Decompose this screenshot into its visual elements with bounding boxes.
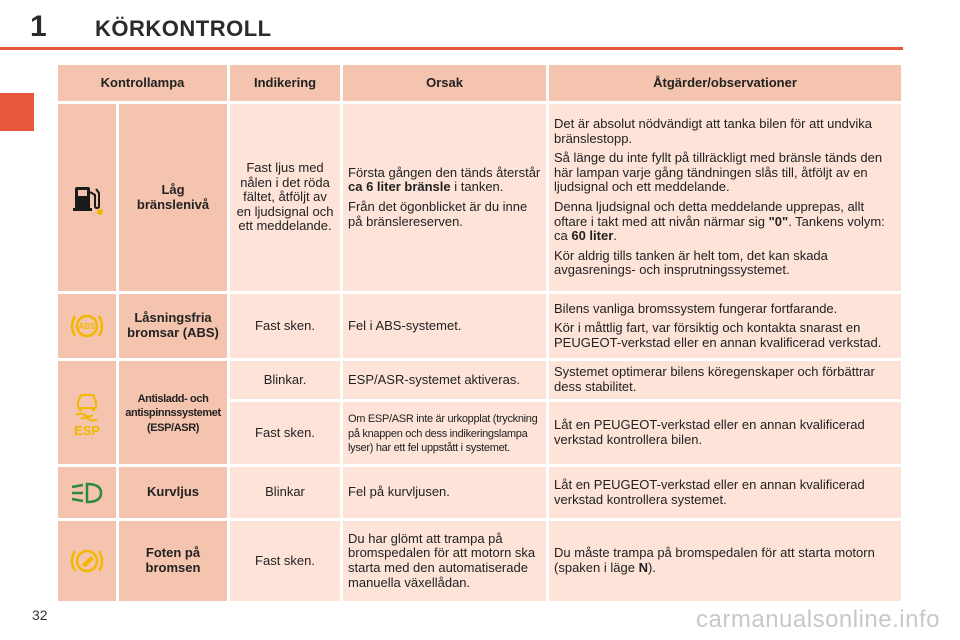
indication-text: Fast ljus med nålen i det röda fältet, åtföljt av en ljudsignal och ett meddelande. — [230, 104, 340, 291]
fuel-pump-icon — [58, 104, 116, 291]
svg-text:ESP: ESP — [73, 422, 101, 438]
header-atgarder: Åtgärder/observationer — [549, 65, 901, 101]
lamp-name: Antisladd- och antispinnssystemet (ESP/ASR) — [119, 361, 227, 464]
action-text: Det är absolut nödvändigt att tanka bilen för att undvika bränslestopp. Så länge du inte fyllt på tillräckligt med bränsle tänds den här lampan varje gång tändningen slås till, åtföljt av en ljudsignal och ett meddelande. Denna ljudsignal och detta meddelande upprepas, allt oftare i takt med att nivån närmar sig "0". Tankens volym: ca 60 liter. Kör aldrig tills tanken är helt tom, det kan skada avgasrenings- och insprutningssystemet. — [549, 104, 901, 291]
action-text: Låt en PEUGEOT-verkstad eller en annan kvalificerad verkstad kontrollera bilen. — [549, 402, 901, 464]
cause-text: Du har glömt att trampa på bromspedalen för att motorn ska starta med den automatiserade manuella växellådan. — [343, 521, 546, 601]
abs-icon — [58, 294, 116, 358]
svg-text:ABS: ABS — [78, 322, 96, 331]
esp-icon — [58, 361, 116, 464]
lamp-name: Låsningsfria bromsar (ABS) — [119, 294, 227, 358]
action-text: Systemet optimerar bilens köregenskaper och förbättrar dess stabilitet. — [549, 361, 901, 399]
indication-text: Blinkar. — [230, 361, 340, 399]
table-row — [58, 361, 901, 399]
watermark: carmanualsonline.info — [696, 606, 940, 633]
table-row — [58, 467, 901, 518]
header-kontrollampa: Kontrollampa — [58, 65, 227, 101]
cause-text: Fel på kurvljusen. — [343, 467, 546, 518]
table-row — [58, 521, 901, 601]
indication-text: Fast sken. — [230, 294, 340, 358]
cornering-light-icon — [58, 467, 116, 518]
title-rule — [0, 47, 903, 50]
table-row — [58, 104, 901, 291]
action-text: Du måste trampa på bromspedalen för att starta motorn (spaken i läge N). — [549, 521, 901, 601]
indication-text: Fast sken. — [230, 402, 340, 464]
action-text: Låt en PEUGEOT-verkstad eller en annan kvalificerad verkstad kontrollera systemet. — [549, 467, 901, 518]
cause-text: Om ESP/ASR inte är urkopplat (tryckning på knappen och dess indikeringslampa lyser) har ett fel uppstått i systemet. — [343, 402, 546, 464]
table-header-row — [58, 65, 901, 101]
chapter-number: 1 — [30, 10, 47, 43]
lamp-name: Låg bränslenivå — [119, 104, 227, 291]
cause-text: Fel i ABS-systemet. — [343, 294, 546, 358]
table-row — [58, 294, 901, 358]
indication-text: Fast sken. — [230, 521, 340, 601]
lamp-name: Foten på bromsen — [119, 521, 227, 601]
cause-text: Första gången den tänds återstår ca 6 liter bränsle i tanken. Från det ögonblicket är du inne på bränslereserven. — [343, 104, 546, 291]
foot-on-brake-icon — [58, 521, 116, 601]
indication-text: Blinkar — [230, 467, 340, 518]
header-orsak: Orsak — [343, 65, 546, 101]
page-number: 32 — [32, 607, 48, 623]
chapter-tab — [0, 93, 34, 131]
cause-text: ESP/ASR-systemet aktiveras. — [343, 361, 546, 399]
header-indikering: Indikering — [230, 65, 340, 101]
warning-lamp-table — [55, 62, 904, 604]
lamp-name: Kurvljus — [119, 467, 227, 518]
page-title: KÖRKONTROLL — [95, 16, 272, 41]
action-text: Bilens vanliga bromssystem fungerar fortfarande. Kör i måttlig fart, var försiktig och kontakta snarast en PEUGEOT-verkstad eller en annan kvalificerad verkstad. — [549, 294, 901, 358]
